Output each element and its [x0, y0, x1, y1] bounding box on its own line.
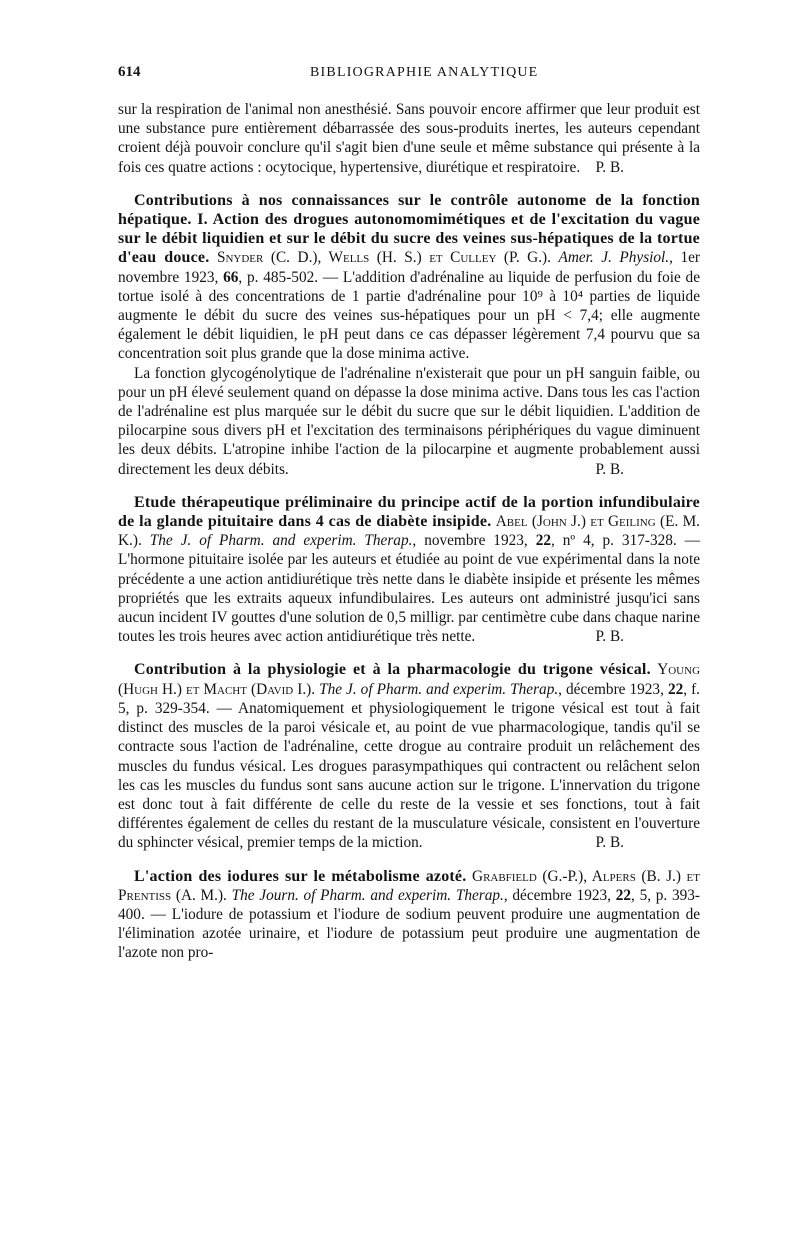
abstract-heading-paragraph	[118, 867, 700, 963]
abstract-text: sur la respiration de l'animal non anesthésié. Sans pouvoir encore affirmer que leur produit est une substance pure entièrement débarrassée des sous-produits inertes, les auteurs cependant croient déjà pouvoir conclure qu'il s'agit bien d'une seule et même substance qui présente à la fois ces quatre actions : ocytocique, hypertensive, diurétique et respiratoire.	[118, 101, 700, 176]
abstract-paragraph	[118, 100, 700, 177]
publication-date: 1er novembre 1923,	[118, 249, 701, 286]
page-range: , nº 4, p. 317-328.	[550, 532, 677, 550]
article-authors: Snyder (C. D.), Wells (H. S.) et Culley (P. G.).	[216, 249, 551, 267]
article-title: Contributions à nos connaissances sur le contrôle autonome de la fonction hépatique. I. Action des drogues autonomomimétiques et de l'excitation du vague sur le débit liquidien et sur le débit du sucre des veines sus-hépatiques de la tortue d'eau douce.	[118, 191, 700, 267]
article-title: L'action des iodures sur le métabolisme azoté.	[134, 867, 467, 885]
reviewer-initials: P. B.	[595, 158, 624, 176]
journal-name: Amer. J. Physiol.	[558, 249, 670, 267]
reviewer-initials: P. B.	[595, 834, 624, 852]
abstract-text: — L'iodure de potassium et l'iodure de sodium peuvent produire une augmentation de l'élimination azotée urinaire, et l'iodure de potassium peut produire une augmentation de l'azote non pro-	[118, 905, 701, 962]
abstract-text: — Anatomiquement et physiologiquement le trigone vésical est tout à fait distinct des muscles de la paroi vésicale et, au point de vue pharmacologique, tandis qu'il se contracte sous l'action de l'adrénaline, cette drogue au contraire produit un relâchement des muscles du fundus vésical. Les drogues parasympathiques qui contractent ou relâchent selon les cas les muscles du fundus sont sans aucune action sur le trigone. L'innervation du trigone est donc tout à fait différente de celle du reste de la vessie et ses fonctions, tout à fait différentes également de celles du restant de la musculature vésicale, consistent en l'ouverture du sphincter vésical, premier temps de la miction.	[118, 699, 700, 852]
page-range: p. 485-502.	[247, 268, 319, 286]
page-range: , f. 5, p. 329-354.	[118, 680, 700, 717]
abstract-entry	[118, 867, 700, 963]
abstract-entry	[118, 100, 700, 177]
reviewer-initials: P. B.	[595, 628, 624, 646]
abstract-entry	[118, 191, 700, 479]
abstract-heading-paragraph	[118, 660, 700, 852]
journal-name: The J. of Pharm. and experim. Therap.	[319, 680, 559, 698]
journal-name: The J. of Pharm. and experim. Therap.	[149, 532, 413, 550]
page-header	[118, 64, 700, 94]
abstract-heading-paragraph	[118, 493, 700, 647]
abstract-entry	[118, 493, 700, 647]
article-authors: Abel (John J.) et Geiling (E. M. K.).	[118, 513, 701, 550]
abstract-text: La fonction glycogénolytique de l'adrénaline n'existerait que pour un pH sanguin faible, ou pour un pH élevé seulement quand on dépasse la dose minima active. Dans tous les cas l'action de l'adrénaline est plus marquée sur le débit du sucre que sur le débit liquidien. L'addition de pilocarpine sous divers pH et l'excitation des terminaisons périphériques du vague diminuent les deux débits. L'atropine inhibe l'action de la pilocarpine et augmente probablement aussi directement les deux débits.	[118, 364, 700, 478]
journal-volume: 22	[535, 532, 551, 550]
article-authors: Grabfield (G.-P.), Alpers (B. J.) et Prentiss (A. M.).	[118, 867, 700, 904]
publication-date: , décembre 1923,	[503, 886, 611, 904]
page-number: 614	[118, 64, 141, 80]
journal-volume: 22	[667, 680, 684, 698]
journal-volume: 22	[615, 886, 632, 904]
publication-date: , décembre 1923,	[558, 680, 664, 698]
abstract-paragraph	[118, 364, 700, 479]
running-title: BIBLIOGRAPHIE ANALYTIQUE	[310, 65, 539, 80]
abstract-heading-paragraph: Contributions à nos connaissances sur le contrôle autonome de la fonction hépatique. I. Action des drogues autonomomimétiques et de l'excitation du vague sur le débit liquidien et sur le débit du sucre des veines sus-hépatiques de la tortue d'eau douce. Snyder (C. D.), Wells (H. S.) et Culley (P. G.). Amer. J. Physiol., 1er novembre 1923, 66, p. 485-502. — L'addition d'adrénaline au liquide de perfusion du foie de tortue isolé à des concentrations de 1 partie d'adrénaline pour 10⁹ à 10⁴ parties de liquide augmente le débit du sucre des veines sus-hépatiques pour un pH < 7,4; elle augmente également le débit liquidien, le pH peut dans ce cas dépasser légèrement 7,4 pourvu que sa concentration soit plus grande que la dose minima active.	[118, 191, 701, 363]
page	[118, 64, 700, 963]
journal-volume: 66	[223, 268, 239, 286]
article-title: Contribution à la physiologie et à la pharmacologie du trigone vésical.	[134, 661, 651, 679]
page-range: , 5, p. 393-400.	[118, 886, 700, 923]
article-authors: Young (Hugh H.) et Macht (David I.).	[118, 661, 701, 698]
reviewer-initials: P. B.	[595, 460, 624, 478]
abstract-text: — L'addition d'adrénaline au liquide de perfusion du foie de tortue isolé à des concentrations de 1 partie d'adrénaline pour 10⁹ à 10⁴ parties de liquide augmente le débit du sucre des veines sus-hépatiques pour un pH < 7,4; elle augmente également le débit liquidien, le pH peut dans ce cas dépasser légèrement 7,4 pourvu que sa concentration soit plus grande que la dose minima active.	[118, 268, 700, 363]
journal-name: The Journ. of Pharm. and experim. Therap.	[231, 886, 504, 904]
abstract-text: — L'hormone pituitaire isolée par les auteurs et étudiée au point de vue expérimental dans la note précédente a une action antidiurétique très nette dans le diabète insipide et présente les mêmes propriétés que les extraits aqueux infundibulaires. Les auteurs ont administré jusqu'ici sans aucun incident IV gouttes d'une solution de 0,5 milligr. par centimètre cube dans chaque narine toutes les trois heures avec action antidiurétique très nette.	[118, 532, 700, 646]
publication-date: , novembre 1923,	[412, 532, 528, 550]
abstract-entry	[118, 660, 700, 852]
article-title: Etude thérapeutique préliminaire du principe actif de la portion infundibulaire de la glande pituitaire dans 4 cas de diabète insipide.	[118, 493, 700, 531]
